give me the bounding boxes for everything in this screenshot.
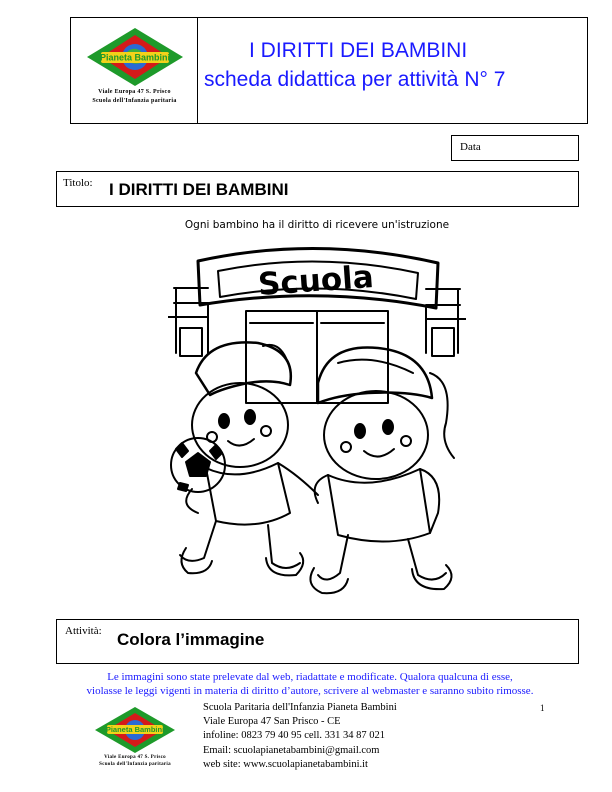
header-subtitle: scheda didattica per attività N° 7: [204, 68, 506, 91]
copyright-disclaimer: [18, 670, 602, 698]
title-label: Titolo:: [63, 177, 93, 189]
title-field: [56, 171, 579, 207]
school-sign-text: Scuola: [256, 259, 375, 303]
footer-email[interactable]: Email: scuolapianetabambini@gmail.com: [203, 744, 380, 756]
illustration-caption: Ogni bambino ha il diritto di ricevere un'istruzione: [184, 219, 450, 231]
logo-brand-text: Pianeta Bambini: [99, 52, 171, 63]
disclaimer-line-2: violasse le leggi vigenti in materia di diritto d’autore, scrivere al webmaster e saranno subito rimosse.: [86, 685, 534, 697]
date-label: Data: [460, 141, 481, 153]
pianeta-bambini-logo: [81, 26, 189, 88]
logo-address-text: Viale Europa 47 S. Prisco: [98, 89, 171, 95]
child-right: [310, 347, 454, 593]
title-value: I DIRITTI DEI BAMBINI: [109, 180, 289, 199]
footer-logo-school: Scuola dell'Infanzia paritaria: [99, 762, 171, 767]
header-title: I DIRITTI DEI BAMBINI: [249, 39, 468, 62]
activity-field: [56, 619, 579, 664]
school-building: [168, 248, 466, 403]
footer-school-name: Scuola Paritaria dell'Infanzia Pianeta Bambini: [203, 702, 397, 713]
footer-pianeta-bambini-logo: [91, 706, 179, 754]
footer-website[interactable]: web site: www.scuolapianetabambini.it: [203, 758, 368, 770]
header-logo-cell: [71, 18, 198, 123]
footer-logo-address: Viale Europa 47 S. Prisco: [104, 755, 166, 760]
page-number: 1: [540, 703, 545, 713]
footer-logo-brand-text: Pianeta Bambini: [105, 725, 165, 734]
footer-address: Viale Europa 47 San Prisco - CE: [203, 716, 341, 728]
date-field[interactable]: [451, 135, 579, 161]
footer-logo: [85, 706, 185, 768]
logo-school-text: Scuola dell'Infanzia paritaria: [92, 98, 177, 104]
activity-value: Colora l’immagine: [117, 630, 265, 649]
footer-phone: infoline: 0823 79 40 95 cell. 331 34 87 021: [203, 730, 385, 742]
footer-contact-info: [203, 701, 397, 772]
activity-label: Attività:: [65, 625, 102, 637]
header-box: [70, 17, 588, 124]
coloring-illustration: [168, 213, 466, 613]
disclaimer-line-1: Le immagini sono state prelevate dal web, riadattate e modificate. Qualora qualcuna di esse,: [107, 671, 513, 683]
